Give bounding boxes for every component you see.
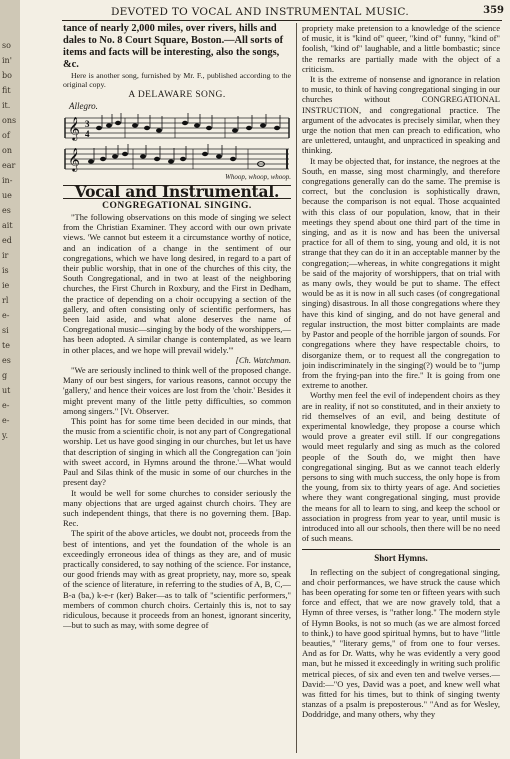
running-title: DEVOTED TO VOCAL AND INSTRUMENTAL MUSIC. xyxy=(110,6,410,18)
edge-fragment: rl xyxy=(2,296,9,305)
svg-text:4: 4 xyxy=(85,129,90,140)
newspaper-page xyxy=(20,0,510,759)
music-staff-2 xyxy=(63,143,291,173)
page-number: 359 xyxy=(483,5,504,16)
edge-fragment: ie xyxy=(2,281,10,290)
left-column xyxy=(63,23,291,756)
music-staff-1 xyxy=(63,112,291,142)
article-title: CONGREGATIONAL SINGING. xyxy=(102,200,252,211)
right-paragraph: It is the extreme of nonsense and ignorance in relation to music, to think of having congregational singing in our churches without CONGREGATIONAL INSTRUCTION, and congregational practice. The argument of the advocates is precisely similar, when they urge the notion that men can preach to edification, who are unlettered, untaught, and unpracticed in speaking and thinking. xyxy=(302,74,500,156)
song-title: A DELAWARE SONG. xyxy=(128,90,226,100)
edge-fragment: ait xyxy=(2,221,13,230)
edge-fragment: of xyxy=(2,131,10,140)
edge-fragment: ear xyxy=(2,161,16,170)
edge-fragment: e- xyxy=(2,416,10,425)
edge-fragment: on xyxy=(2,146,12,155)
edge-fragment: in- xyxy=(2,176,13,185)
edge-fragment: y. xyxy=(2,431,8,440)
intro-note: Here is another song, furnished by Mr. F., published according to the original copy. xyxy=(63,71,291,89)
song-lyric: Whoop, whoop, whoop. xyxy=(225,173,291,182)
right-paragraph: Worthy men feel the evil of independent choirs as they are in reality, if not so constituted, and in their anxiety to rid themselves of an evil, and being destitute of experimental knowledge, they propose a course which would prove a greater evil still. If our congregations would meet regularly and sing as much as the colored people of the South do, we might then have congregational singing. But as we cannot teach elderly persons to sing with much success, the only hope is from the young, from six to thirty years of age. And societies where they want congregational singing, must provide the means for all to learn to sing, and keep the school or association in progress from year to year, until music is introduced into all our schools, then there will be no need of such means. xyxy=(302,390,500,544)
tempo-marking: Allegro. xyxy=(69,101,98,112)
section-title: Vocal and Instrumental. xyxy=(63,185,291,199)
citation: [Ch. Watchman. xyxy=(235,354,291,365)
adjacent-page-edge xyxy=(0,0,20,759)
edge-fragment: ut xyxy=(2,386,11,395)
left-paragraph: "The following observations on this mode of singing we select from the Christian Examiner. They accord with our own private views. 'We cannot but esteem it a circumstance worthy of notice, and an indication of a change in the sentiment of our congregations, which we have long desired, in regard to a part of their public worship, that in one of the churches of this city, the South Congregational, and in two at least of the neighboring churches, the First Church in Roxbury, and the First in Dedham, the practice of depending on a choir occupying a section of the gallery, and often consisting only of scientific performers, has been laid aside, and what alone deserves the name of Congregational music—singing by the body of the worshippers,—has been adopted. A similar change is contemplated, as we learn in other places, and we hope will prevail widely.'" xyxy=(63,212,291,355)
edge-fragment: g xyxy=(2,371,8,380)
edge-fragment: bo xyxy=(2,71,12,80)
edge-fragment: e- xyxy=(2,311,10,320)
ad-text: tance of nearly 2,000 miles, over rivers, hills and dales to No. 8 Court Square, Boston.—All sorts of items and facts will be interesting, also the songs, &c. xyxy=(63,23,284,70)
edge-fragment: si xyxy=(2,326,9,335)
edge-fragment: es xyxy=(2,356,11,365)
edge-fragment: ue xyxy=(2,191,12,200)
edge-fragment: es xyxy=(2,206,11,215)
edge-fragment: in' xyxy=(2,56,12,65)
edge-fragment: ir xyxy=(2,251,9,260)
edge-fragment: ed xyxy=(2,236,12,245)
edge-fragment: ons xyxy=(2,116,17,125)
svg-text:𝄞: 𝄞 xyxy=(68,147,80,172)
left-paragraph: It would be well for some churches to consider seriously the many objections that are urged against church choirs. They are such independent things, that there is no governing them. [Bap. Rec. xyxy=(63,487,291,529)
edge-fragment: e- xyxy=(2,401,10,410)
left-paragraph: This point has for some time been decided in our minds, that the music from a scientific choir, is not any part of Congregational worship. Let us have good singing in our churches, but let us have that description of singing in which all the Congregation can 'join with sweet accord, in Hymns around the throne.'—What would Paul and Silas think of the music in some of our churches in the present day? xyxy=(63,416,291,488)
short-hymns-paragraph: In reflecting on the subject of congregational singing, and choir performances, we have struck the cause which has been operating for some ten or fifteen years with such force and effect, that we are now gravely told, that a Hymn of three verses, is "rather long." The modern style of Hymn Books, is not so much (as we are almost forced to think,) to have good spiritual hymns, but to have "little beauties," "literary gems," of from one to four verses. And as for Dr. Watts, why he was evidently a very good man, but he missed it exceedingly in writing such prolific metrical pieces, of six and even ten and twelve verses.—David:—"O yes, David was a poet, and knew well what was fitted for his times, but to think of singing twenty stanzas of a psalm is preposterous." "And as for Wesley, Doddridge, and many others, why they xyxy=(302,566,500,720)
left-paragraph: The spirit of the above articles, we doubt not, proceeds from the best of intentions, and yet the foundation of the whole is an exceedingly erroneous idea of things as they are, and of music practically considered, to say nothing of the science. For instance, our good friends may with as great propriety, nay, more so, speak of the science of literature, in referring to the studies of A, B, C,—B-a (ba,) k-e-r (ker) Baker—as to talk of "scientific performers," members of common church choirs. Certainly this is, not to say ridiculous, because it proceeds from an honest, ignorant sincerity,—but to such as may, with some degree of xyxy=(63,528,291,631)
svg-text:𝄞: 𝄞 xyxy=(68,116,80,141)
edge-fragment: so xyxy=(2,41,11,50)
right-paragraph: It may be objected that, for instance, the negroes at the South, en masse, sing most charmingly, and therefore congregations generally can do the same. The premise is correct, but the conclusion is sophistically drawn, because the comparison is not equal. Those acquainted with this class of our population, know, that in their meetings they spend about one third part of the time in singing, and as it is now and has been the universal practice for all of them to sing, young and old, it is not strange that they can do it in an acceptable manner by the congregation;—whereas, in white congregations it might be said of the majority of worshippers, that on trial with as many owls, they would be put to shame. The effect would be as it is now in all such cases (of congregational singing) disastrous. In all those congregations where they have this kind of singing, and do not have general and regular instruction, the most bitter complaints are made by Pastor and people of the horrible jargon of sounds. For congregations where they have respectable choirs, to disorganize them, or to request all the congregation to join indiscriminately in the singing(?) would be to "jump from the frying-pan into the fire." It is going from one extreme to another. xyxy=(302,155,500,391)
edge-fragment: fit xyxy=(2,86,11,95)
edge-fragment: it. xyxy=(2,101,11,110)
right-paragraph: propriety make pretension to a knowledge of the science of music, it is "kind of" queer, "kind of" funny, "kind of" foolish, "kind of" laughable, and a little bombastic; since the remarks are partially made with the object of a criticism. xyxy=(302,23,500,74)
edge-fragment: te xyxy=(2,341,10,350)
edge-fragment: is xyxy=(2,266,9,275)
column-divider xyxy=(296,23,297,753)
left-paragraph: "We are seriously inclined to think well of the proposed change. Many of our best singers, for various reasons, cannot occupy the 'gallery,' and hence their voices are lost from the 'choir.' Besides it might prevent many of the little petty difficulties, so common among singers." [Vt. Observer. xyxy=(63,365,291,416)
short-hymns-title: Short Hymns. xyxy=(302,549,500,563)
header-rule xyxy=(62,20,502,21)
svg-text:3: 3 xyxy=(85,119,90,130)
right-column xyxy=(302,23,500,756)
